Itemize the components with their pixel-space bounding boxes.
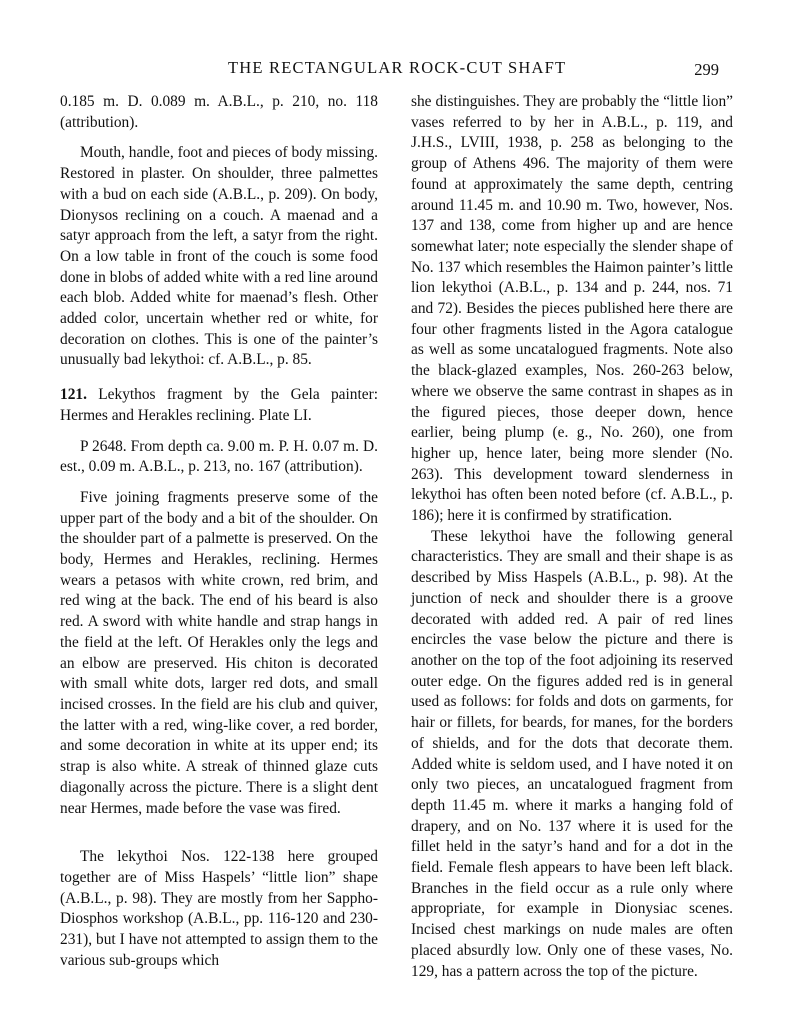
entry-121-title: Lekythos fragment by the Gela painter: Hermes and Herakles reclining. Plate LI. — [60, 386, 378, 424]
left-column — [60, 92, 378, 971]
entry-121-number: 121. — [60, 386, 87, 404]
page-number: 299 — [694, 60, 719, 79]
group-introduction: The lekythoi Nos. 122-138 here grouped together are of Miss Haspels’ “little lion” shape (A.B.L., p. 98). They are mostly from her Sappho-Diosphos workshop (A.B.L., pp. 116-120 and 230-231), but I have not attempted to assign them to the various sub-groups which — [60, 848, 378, 969]
running-title: THE RECTANGULAR ROCK-CUT SHAFT — [228, 58, 567, 77]
entry-121-description: Five joining fragments preserve some of the upper part of the body and a bit of the shoulder. On the shoulder part of a palmette is preserved. On the body, Hermes and Herakles, reclining. Hermes wears a petasos with white crown, red brim, and red wing at the back. The end of his beard is also red. A sword with white handle and strap hangs in the field at the left. Of Herakles only the legs and an elbow are preserved. His chiton is decorated with small white dots, larger red dots, and small incised crosses. In the field are his club and quiver, the latter with a red, wing-like cover, a red border, and some decoration in white at its upper end; its strap is also white. A streak of thinned glaze cuts diagonally across the picture. There is a slight dent near Hermes, made before the vase was fired. — [60, 488, 378, 817]
entry-121-catalog: P 2648. From depth ca. 9.00 m. P. H. 0.07 m. D. est., 0.09 m. A.B.L., p. 213, no. 167 (attribution). — [60, 437, 378, 476]
entry-120-measurements: 0.185 m. D. 0.089 m. A.B.L., p. 210, no. 118 (attribution). — [60, 93, 378, 131]
entry-121-heading — [60, 385, 378, 426]
right-column — [411, 92, 733, 982]
entry-120-description: Mouth, handle, foot and pieces of body missing. Restored in plaster. On shoulder, three palmettes with a bud on each side (A.B.L., p. 209). On body, Dionysos reclining on a couch. A maenad and a satyr approach from the left, a satyr from the right. On a low table in front of the couch is some food done in blobs of added white with a red line around each blob. Added white for maenad’s flesh. Other added color, uncertain whether red or white, for decoration on clothes. This is one of the painter’s unusually bad lekythoi: cf. A.B.L., p. 85. — [60, 144, 378, 369]
group-introduction-continued: she distinguishes. They are probably the “little lion” vases referred to by her in A.B.L., p. 119, and J.H.S., LVIII, 1938, p. 258 as belonging to the group of Athens 496. The majority of them were found at approximately the same depth, centring around 11.45 m. and 10.90 m. Two, however, Nos. 137 and 138, come from higher up and are hence somewhat later; note especially the slender shape of No. 137 which resembles the Haimon painter’s little lion lekythoi (A.B.L., p. 134 and p. 244, nos. 71 and 72). Besides the pieces published here there are four other fragments listed in the Agora catalogue as well as some uncatalogued fragments. Note also the black-glazed examples, Nos. 260-263 below, where we observe the same contrast in shapes as in the figured pieces, those deeper down, hence earlier, being plump (e. g., No. 260), one from higher up, hence later, being more slender (No. 263). This development toward slenderness in lekythoi has often been noted before (cf. A.B.L., p. 186); here it is confirmed by stratification. — [411, 93, 733, 525]
general-characteristics: These lekythoi have the following general characteristics. They are small and their shape is as described by Miss Haspels (A.B.L., p. 98). At the junction of neck and shoulder there is a groove decorated with added red. A pair of red lines encircles the vase below the picture and there is another on the top of the foot adjoining its reserved outer edge. On the figures added red is in general used as follows: for folds and dots on garments, for hair or fillets, for beards, for manes, for the borders of shields, and for the dots that decorate them. Added white is seldom used, and I have noted it on only two pieces, an uncatalogued fragment from depth 11.45 m. where it marks a hanging fold of drapery, and on No. 137 where it is used for the fillet held in the satyr’s hand and for a dot in the field. Female flesh appears to have been left black. Branches in the field occur as a rule only where appropriate, for example in Dionysiac scenes. Incised chest markings on nude males are often placed absurdly low. Only one of these vases, No. 129, has a pattern across the top of the picture. — [411, 527, 733, 980]
